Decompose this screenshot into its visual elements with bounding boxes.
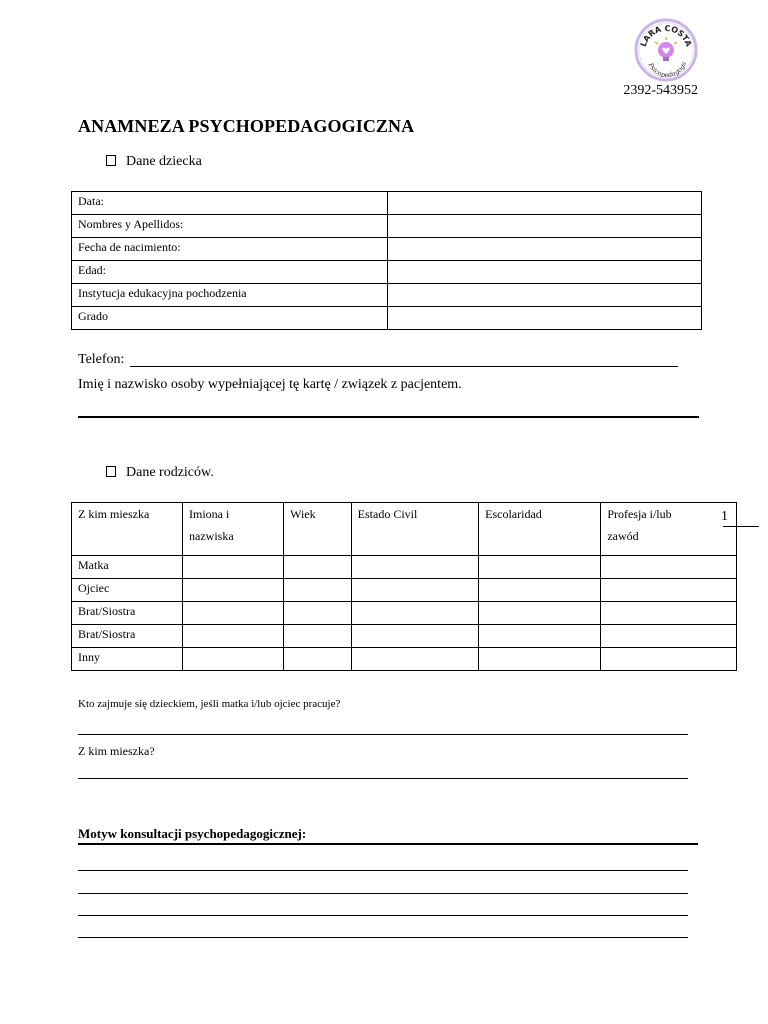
row-label: Edad:	[72, 261, 388, 284]
cell-field[interactable]	[284, 648, 352, 671]
cell-field[interactable]	[479, 579, 601, 602]
table-row	[72, 648, 737, 671]
row-value-field[interactable]	[388, 307, 702, 330]
cell-field[interactable]	[183, 556, 284, 579]
caretaker-question: Kto zajmuje się dzieckiem, jeśli matka i/lub ojciec pracuje?	[78, 698, 341, 710]
column-header: Wiek	[284, 503, 352, 556]
section-heading-child: Dane dziecka	[106, 154, 202, 170]
child-data-table	[71, 191, 702, 330]
cell-field[interactable]	[284, 556, 352, 579]
column-header: Imiona i nazwiska	[183, 503, 284, 556]
row-value-field[interactable]	[388, 261, 702, 284]
caretaker-answer-field[interactable]	[78, 734, 688, 735]
document-title: ANAMNEZA PSYCHOPEDAGOGICZNA	[78, 116, 415, 136]
table-header-row	[72, 503, 737, 556]
motive-answer-line[interactable]	[78, 893, 688, 894]
cell-field[interactable]	[601, 625, 737, 648]
contact-phone: 2392-543952	[623, 83, 698, 98]
row-value-field[interactable]	[388, 284, 702, 307]
column-header: Escolaridad	[479, 503, 601, 556]
column-header: Profesja i/lub zawód	[601, 503, 737, 556]
cell-field[interactable]	[601, 556, 737, 579]
cell-field[interactable]	[183, 579, 284, 602]
cell-field[interactable]	[284, 602, 352, 625]
table-row	[72, 192, 702, 215]
svg-text:LARA COSTA: LARA COSTA	[638, 23, 694, 48]
cell-field[interactable]	[284, 625, 352, 648]
table-row	[72, 261, 702, 284]
filler-label: Imię i nazwisko osoby wypełniającej tę kartę / związek z pacjentem.	[78, 377, 462, 392]
brand-logo	[633, 18, 699, 82]
cell-field[interactable]	[183, 625, 284, 648]
phone-label: Telefon:	[78, 352, 125, 367]
filler-blank-field[interactable]	[78, 416, 699, 418]
cell-field[interactable]	[601, 648, 737, 671]
row-label: Instytucja edukacyjna pochodzenia	[72, 284, 388, 307]
table-row	[72, 556, 737, 579]
motive-heading: Motyw konsultacji psychopedagogicznej:	[78, 826, 698, 845]
column-header: Estado Civil	[351, 503, 478, 556]
row-label: Matka	[72, 556, 183, 579]
motive-answer-line[interactable]	[78, 870, 688, 871]
row-label: Brat/Siostra	[72, 625, 183, 648]
row-label: Inny	[72, 648, 183, 671]
cell-field[interactable]	[183, 648, 284, 671]
table-row	[72, 284, 702, 307]
parents-table	[71, 502, 737, 671]
cell-field[interactable]	[351, 648, 478, 671]
checkbox-icon[interactable]	[106, 466, 116, 477]
section-heading-parents: Dane rodziców.	[106, 465, 214, 481]
cell-field[interactable]	[183, 602, 284, 625]
page-number-rule	[723, 526, 759, 527]
lives-with-question: Z kim mieszka?	[78, 744, 155, 758]
cell-field[interactable]	[351, 579, 478, 602]
cell-field[interactable]	[284, 579, 352, 602]
cell-field[interactable]	[479, 625, 601, 648]
phone-blank-field[interactable]	[130, 366, 678, 367]
cell-field[interactable]	[601, 602, 737, 625]
cell-field[interactable]	[351, 556, 478, 579]
table-row	[72, 625, 737, 648]
column-header: Z kim mieszka	[72, 503, 183, 556]
row-value-field[interactable]	[388, 192, 702, 215]
row-label: Nombres y Apellidos:	[72, 215, 388, 238]
cell-field[interactable]	[479, 648, 601, 671]
cell-field[interactable]	[351, 625, 478, 648]
table-row	[72, 579, 737, 602]
table-row	[72, 238, 702, 261]
checkbox-icon[interactable]	[106, 155, 116, 166]
cell-field[interactable]	[479, 556, 601, 579]
row-label: Ojciec	[72, 579, 183, 602]
row-label: Brat/Siostra	[72, 602, 183, 625]
cell-field[interactable]	[351, 602, 478, 625]
table-row	[72, 602, 737, 625]
table-row	[72, 307, 702, 330]
motive-answer-line[interactable]	[78, 937, 688, 938]
row-label: Grado	[72, 307, 388, 330]
row-label: Data:	[72, 192, 388, 215]
motive-answer-line[interactable]	[78, 915, 688, 916]
row-value-field[interactable]	[388, 238, 702, 261]
row-value-field[interactable]	[388, 215, 702, 238]
cell-field[interactable]	[601, 579, 737, 602]
lives-with-answer-field[interactable]	[78, 778, 688, 779]
cell-field[interactable]	[479, 602, 601, 625]
table-row	[72, 215, 702, 238]
svg-text:Psicopedagoga: Psicopedagoga	[646, 60, 689, 80]
row-label: Fecha de nacimiento:	[72, 238, 388, 261]
page-number: 1	[721, 509, 728, 524]
